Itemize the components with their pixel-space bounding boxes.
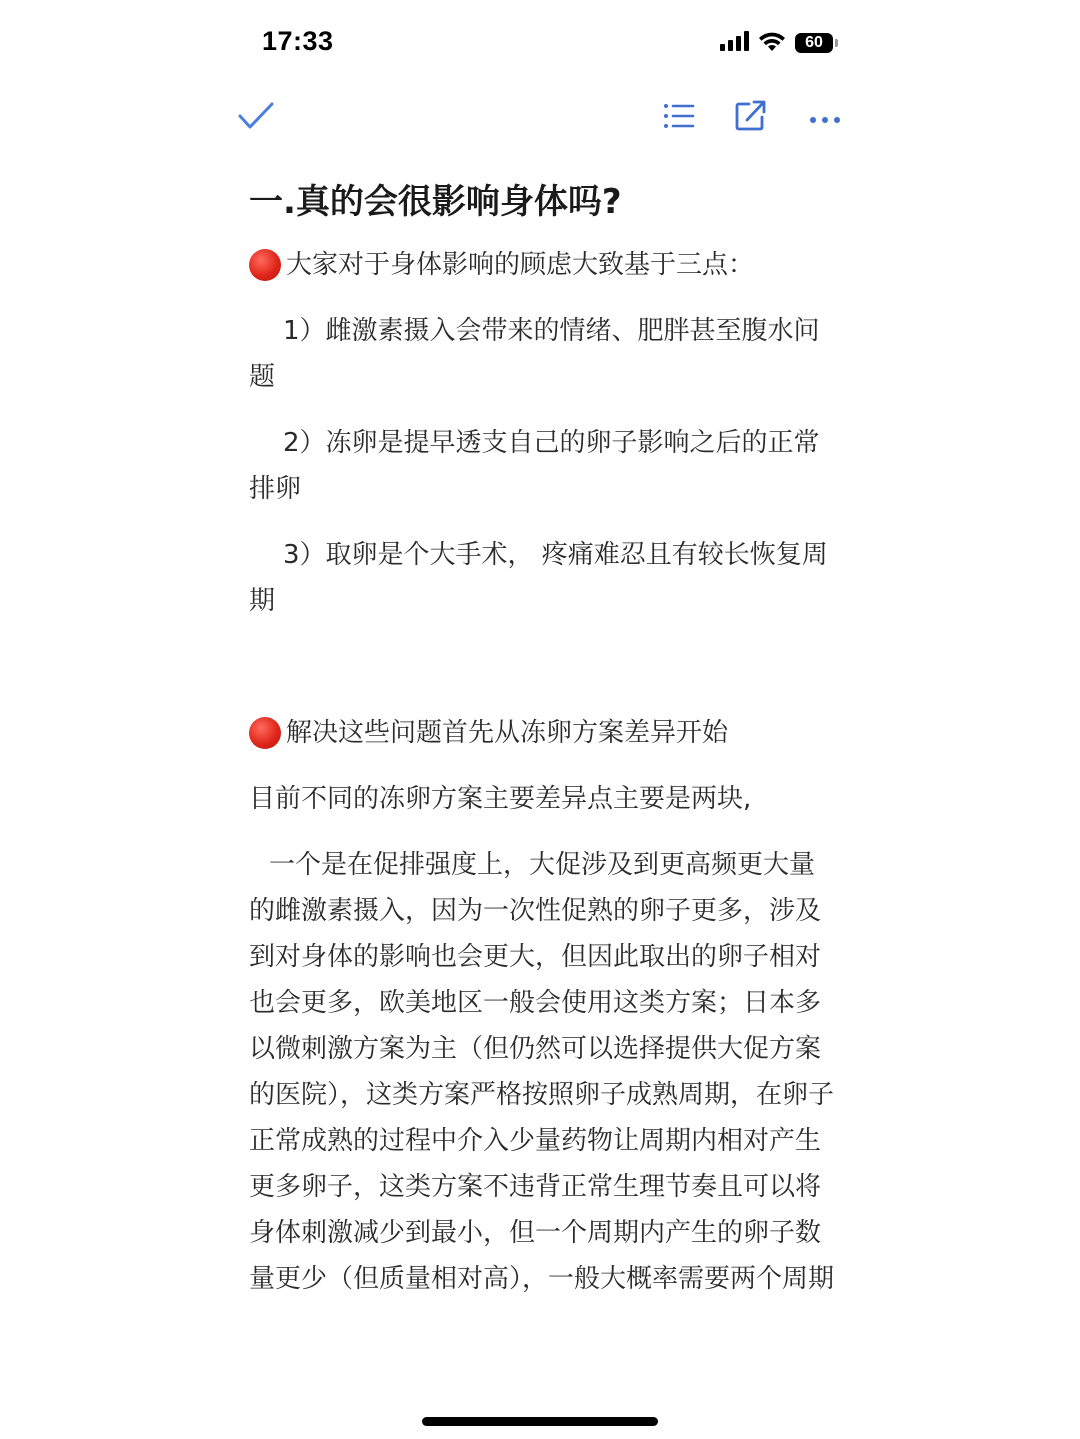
share-button[interactable] bbox=[728, 96, 772, 140]
blank-line bbox=[249, 644, 839, 710]
wifi-icon bbox=[758, 31, 786, 56]
battery-level: 60 bbox=[805, 34, 823, 51]
more-icon bbox=[809, 109, 841, 128]
red-circle-icon bbox=[249, 717, 281, 749]
status-time: 17:33 bbox=[262, 26, 334, 56]
section-heading-text: 解决这些问题首先从冻卵方案差异开始 bbox=[286, 718, 729, 748]
list-item-1: 1）雌激素摄入会带来的情绪、肥胖甚至腹水问题 bbox=[249, 316, 820, 392]
list-item-2: 2）冻卵是提早透支自己的卵子影响之后的正常排卵 bbox=[249, 428, 820, 504]
outline-button[interactable] bbox=[658, 96, 700, 140]
section-heading-text: 大家对于身体影响的顾虑大致基于三点： bbox=[286, 250, 755, 280]
paragraph-body: 一个是在促排强度上，大促涉及到更高频更大量的雌激素摄入，因为一次性促熟的卵子更多，涉及到对身体的影响也会更大，但因此取出的卵子相对也会更多，欧美地区一般会使用这类方案；日本多以微刺激方案为主（但仍然可以选择提供大促方案的医院），这类方案严格按照卵子成熟周期，在卵子正常成熟的过程中介入少量药物让周期内相对产生更多卵子，这类方案不违背正常生理节奏且可以将身体刺激减少到最小，但一个周期内产生的卵子数量更少（但质量相对高），一般大概率需要两个周期 bbox=[249, 850, 835, 1294]
check-icon bbox=[237, 101, 275, 135]
signal-icon bbox=[720, 31, 750, 55]
battery-icon bbox=[795, 33, 833, 53]
home-indicator[interactable] bbox=[422, 1417, 658, 1426]
list-icon bbox=[663, 102, 695, 134]
status-bar bbox=[0, 0, 1080, 84]
section-heading-solution bbox=[249, 710, 839, 756]
share-icon bbox=[733, 99, 767, 137]
status-icons bbox=[720, 30, 833, 56]
document-body[interactable] bbox=[249, 172, 839, 1322]
done-button[interactable] bbox=[234, 96, 278, 140]
editor-toolbar bbox=[0, 88, 1080, 148]
more-button[interactable] bbox=[804, 96, 846, 140]
page-title: 一.真的会很影响身体吗? bbox=[249, 182, 622, 222]
red-circle-icon bbox=[249, 249, 281, 281]
paragraph-intro: 目前不同的冻卵方案主要差异点主要是两块, bbox=[249, 784, 752, 814]
section-heading-concerns bbox=[249, 242, 839, 288]
list-item-3: 3）取卵是个大手术， 疼痛难忍且有较长恢复周期 bbox=[249, 540, 828, 616]
